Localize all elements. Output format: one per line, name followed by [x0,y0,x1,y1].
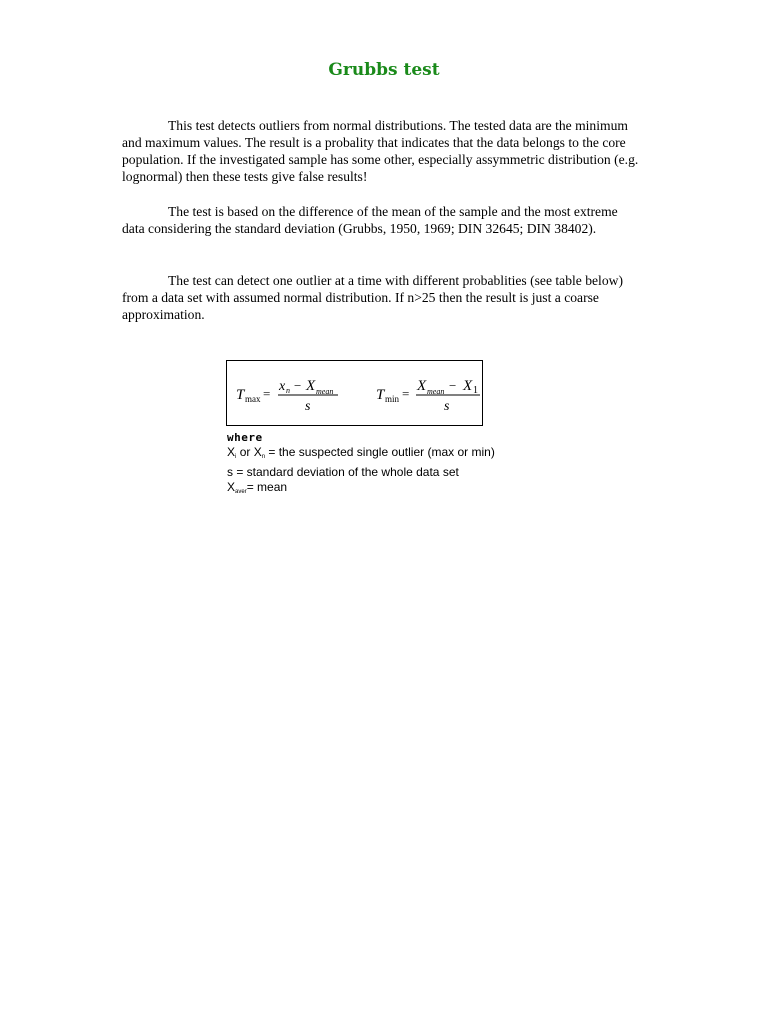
tmin-lhs-sub: min [385,394,400,404]
tmax-lhs-sub: max [245,394,261,404]
definitions-block [227,430,495,500]
formula-box [226,360,483,426]
page-title: Grubbs test [328,60,440,80]
def-or-xn: or X [236,445,262,459]
def-xi-sub: i [235,454,237,460]
tmax-equals: = [263,386,271,401]
def-outlier-text: = the suspected single outlier (max or min) [265,445,495,459]
tmax-num-a: x [279,379,286,394]
tmin-equals: = [402,386,410,401]
tmin-formula [376,378,480,414]
tmax-lhs: T [236,387,245,403]
definition-std-dev: s = standard deviation of the whole data set [227,465,459,479]
tmax-formula [236,378,338,414]
tmax-num-a-sub: n [286,386,290,395]
def-xaver: X [227,480,236,494]
paragraph-basis: The test is based on the difference of the mean of the sample and the most extreme data considering the standard deviation (Grubbs, 1950, 1969; DIN 32645; DIN 38402). [122,204,618,236]
formula-graphic [227,361,484,427]
tmin-num-a: X [417,378,427,394]
where-label: where [227,431,263,444]
def-xi: X [227,445,236,459]
tmax-minus: − [294,378,302,393]
tmin-num-a-sub: mean [427,387,445,396]
def-mean-text: = mean [246,480,288,494]
tmin-minus: − [449,378,457,393]
tmax-den: s [305,399,311,414]
tmin-num-b: X [463,378,473,394]
definition-mean [227,480,495,500]
tmax-num-b-sub: mean [316,387,334,396]
tmin-den: s [444,399,450,414]
tmax-num-b: X [306,378,316,394]
paragraph-intro: This test detects outliers from normal distributions. The tested data are the minimum and maximum values. The result is a probality that indicates that the data belongs to the core population. If the investigated sample has some other, especially assymmetric distribution (e.g. lognormal) then these tests give false results! [122,118,639,184]
def-xn-sub: n [261,454,266,460]
tmin-lhs: T [376,387,385,403]
tmin-num-b-sub: 1 [473,385,478,396]
definition-outlier [227,445,495,465]
def-xaver-sub: aver [235,489,247,495]
paragraph-limits: The test can detect one outlier at a time with different probablities (see table below) from a data set with assumed normal distribution. If n>25 then the result is just a coarse approximation. [122,273,623,322]
